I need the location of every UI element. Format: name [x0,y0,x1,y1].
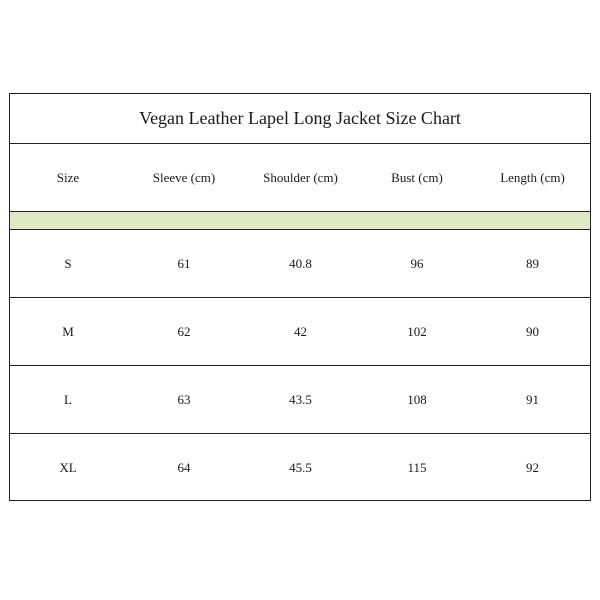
size-chart-table [9,93,591,501]
length-cell: 92 [526,460,539,475]
header-sleeve: Sleeve (cm) [152,169,216,185]
shoulder-cell: 42 [294,323,307,339]
length-cell: 91 [526,391,539,407]
size-cell: L [64,391,72,407]
table-row [10,434,590,502]
header-bust: Bust (cm) [391,169,443,185]
table-row [10,230,590,298]
length-cell: 89 [526,255,539,271]
sleeve-cell: 62 [177,323,191,339]
size-cell: M [62,323,74,339]
table-row [10,366,590,434]
table-row [10,298,590,366]
chart-title: Vegan Leather Lapel Long Jacket Size Chart [10,94,590,144]
bust-cell: 108 [407,391,427,407]
header-row [10,144,590,212]
size-cell: S [64,255,72,271]
shoulder-cell: 45.5 [289,460,312,475]
header-size: Size [56,169,80,185]
bust-cell: 102 [407,323,427,339]
sleeve-cell: 61 [177,255,191,271]
sleeve-cell: 64 [177,460,191,475]
shoulder-cell: 40.8 [289,255,312,271]
sleeve-cell: 63 [177,391,191,407]
length-cell: 90 [526,323,539,339]
bust-cell: 115 [407,460,427,475]
size-cell: XL [59,460,77,475]
header-length: Length (cm) [500,169,565,185]
highlight-band [10,212,590,230]
shoulder-cell: 43.5 [289,391,312,407]
bust-cell: 96 [410,255,424,271]
header-shoulder: Shoulder (cm) [263,169,338,185]
